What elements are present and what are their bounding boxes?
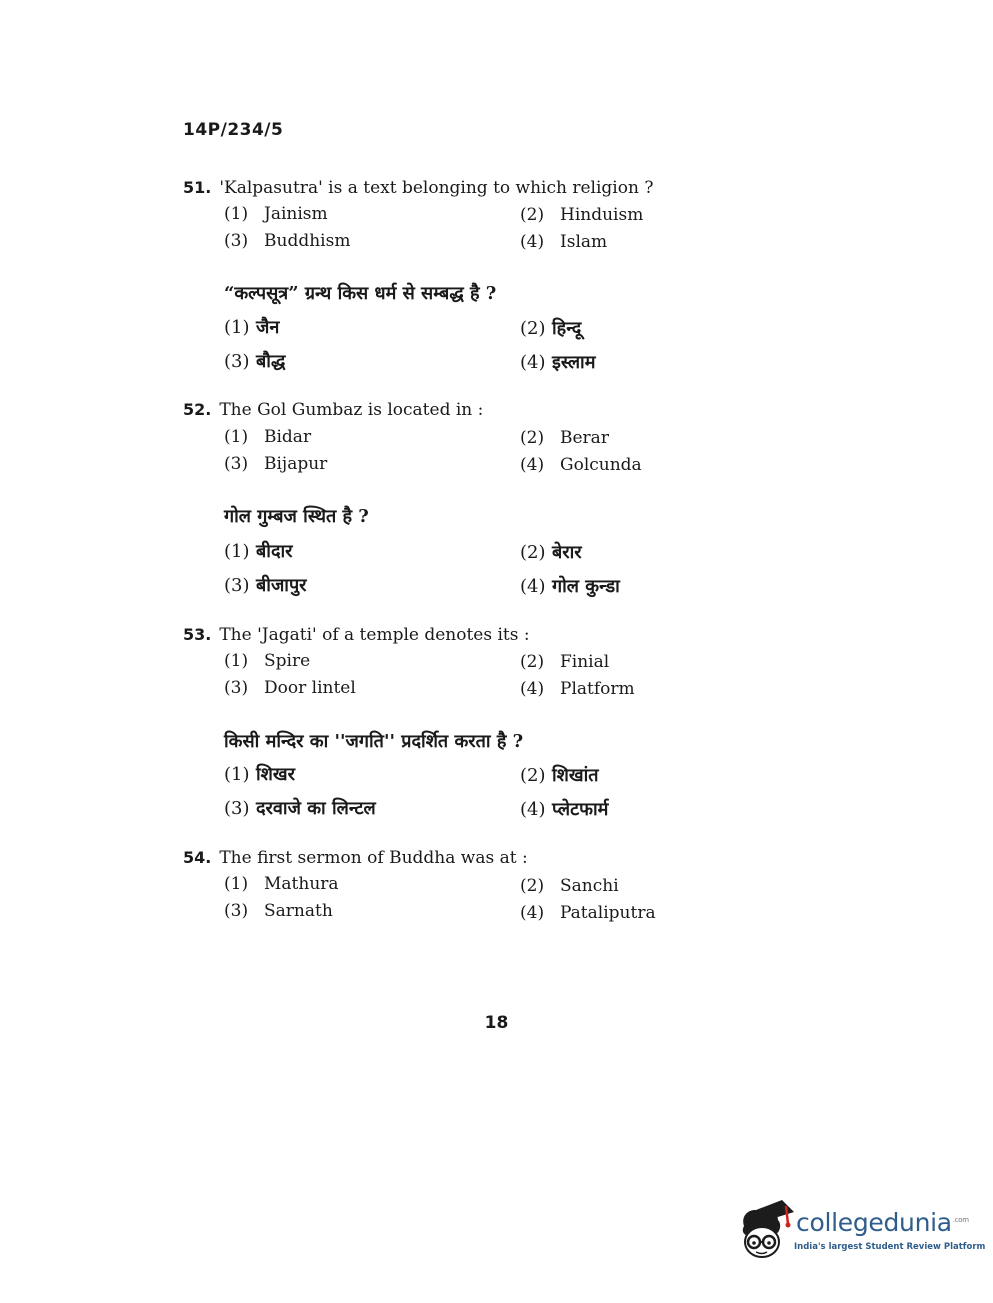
option-hindi: (4) गोल कुन्डा xyxy=(520,576,620,597)
option-hindi: (1) शिखर xyxy=(224,764,295,785)
question-text: The first sermon of Buddha was at : xyxy=(219,848,528,868)
option-hindi: (3) बौद्ध xyxy=(224,351,286,372)
paper-code: 14P/234/5 xyxy=(183,120,284,140)
question-stem xyxy=(183,178,653,198)
option-hindi: (1) बीदार xyxy=(224,541,293,562)
mascot-icon xyxy=(738,1196,796,1266)
option: (1) Spire xyxy=(224,651,311,671)
option: (2) Finial xyxy=(520,652,610,672)
option: (3) Sarnath xyxy=(224,901,333,921)
question-text-hindi: गोल गुम्बज स्थित है ? xyxy=(224,506,369,527)
option-hindi: (3) दरवाजे का लिन्टल xyxy=(224,798,376,819)
option: (4) Platform xyxy=(520,679,635,699)
option: (3) Buddhism xyxy=(224,231,351,251)
collegedunia-logo[interactable] xyxy=(738,1196,986,1268)
option: (2) Berar xyxy=(520,428,609,448)
question-text: The Gol Gumbaz is located in : xyxy=(219,400,484,420)
question-stem xyxy=(183,848,528,868)
question-number: 53. xyxy=(183,625,212,644)
option: (3) Bijapur xyxy=(224,454,328,474)
logo-wordmark: collegedunia$^{.com}$ xyxy=(796,1208,969,1237)
question-text: The 'Jagati' of a temple denotes its : xyxy=(219,625,530,645)
question-text-hindi: किसी मन्दिर का ''जगति'' प्रदर्शित करता है ? xyxy=(224,731,524,752)
question-number: 52. xyxy=(183,400,212,419)
page-number: 18 xyxy=(484,1013,509,1033)
logo-tagline: India's largest Student Review Platform xyxy=(794,1242,986,1252)
option-hindi: (3) बीजापुर xyxy=(224,575,307,596)
option: (1) Mathura xyxy=(224,874,339,894)
option-hindi: (2) शिखांत xyxy=(520,765,599,786)
option: (4) Pataliputra xyxy=(520,903,656,923)
option-hindi: (1) जैन xyxy=(224,317,280,338)
option: (2) Sanchi xyxy=(520,876,619,896)
option: (4) Islam xyxy=(520,232,608,252)
option-hindi: (4) इस्लाम xyxy=(520,352,596,373)
option: (2) Hinduism xyxy=(520,205,644,225)
option: (3) Door lintel xyxy=(224,678,356,698)
option-hindi: (4) प्लेटफार्म xyxy=(520,799,609,820)
question-stem xyxy=(183,400,483,420)
option-hindi: (2) हिन्दू xyxy=(520,318,582,339)
option: (4) Golcunda xyxy=(520,455,642,475)
option: (1) Bidar xyxy=(224,427,312,447)
question-text: 'Kalpasutra' is a text belonging to which religion ? xyxy=(219,178,654,198)
question-text-hindi: “कल्पसूत्र” ग्रन्थ किस धर्म से सम्बद्ध है ? xyxy=(224,283,497,304)
question-stem xyxy=(183,625,530,645)
question-number: 54. xyxy=(183,848,212,867)
option-hindi: (2) बेरार xyxy=(520,542,582,563)
option: (1) Jainism xyxy=(224,204,328,224)
question-number: 51. xyxy=(183,178,212,197)
